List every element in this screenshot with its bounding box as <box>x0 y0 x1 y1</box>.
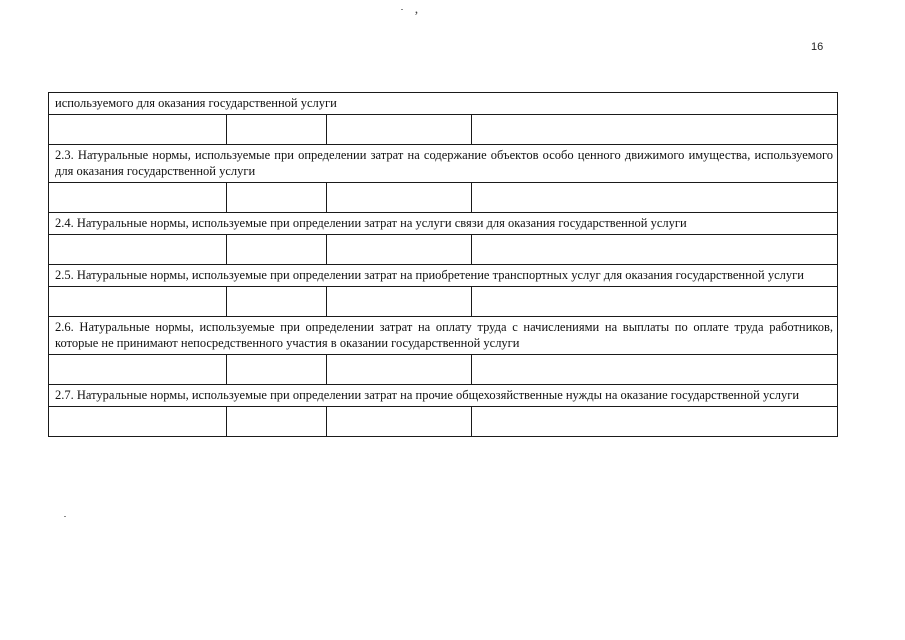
table-cell <box>472 355 838 385</box>
section-heading-row <box>49 213 838 235</box>
table-cell <box>327 355 472 385</box>
section-heading-cell: 2.6. Натуральные нормы, используемые при определении затрат на оплату труда с начислениями на выплаты по оплате труда работников, которые не принимают непосредственного участия в оказании государственной услуги <box>49 317 838 355</box>
table-cell <box>227 183 327 213</box>
table-cell <box>472 407 838 437</box>
table-row <box>49 407 838 437</box>
scan-dot <box>64 516 66 517</box>
section-heading-row <box>49 317 838 355</box>
section-heading-cell: 2.3. Натуральные нормы, используемые при определении затрат на содержание объектов особо ценного движимого имущества, используемого для оказания государственной услуги <box>49 145 838 183</box>
table-cell <box>227 355 327 385</box>
table-cell <box>327 115 472 145</box>
section-heading-cell: 2.5. Натуральные нормы, используемые при определении затрат на приобретение транспортных услуг для оказания государственной услуги <box>49 265 838 287</box>
table-cell <box>49 287 227 317</box>
section-heading-cell: используемого для оказания государственной услуги <box>49 93 838 115</box>
table-cell <box>227 407 327 437</box>
section-heading-row <box>49 145 838 183</box>
table-cell <box>472 115 838 145</box>
table-cell <box>227 287 327 317</box>
table-cell <box>49 407 227 437</box>
table-row <box>49 355 838 385</box>
natural-norms-table <box>48 92 838 437</box>
table-cell <box>327 287 472 317</box>
table-cell <box>49 115 227 145</box>
section-heading-row <box>49 93 838 115</box>
scan-mark: ‚ <box>414 2 419 17</box>
table-row <box>49 235 838 265</box>
table-cell <box>327 183 472 213</box>
table-row <box>49 115 838 145</box>
page-number: 16 <box>811 41 824 53</box>
section-heading-cell: 2.7. Натуральные нормы, используемые при определении затрат на прочие общехозяйственные нужды на оказание государственной услуги <box>49 385 838 407</box>
section-heading-row <box>49 385 838 407</box>
table-cell <box>227 115 327 145</box>
table-cell <box>327 235 472 265</box>
table-cell <box>49 355 227 385</box>
table-cell <box>49 183 227 213</box>
section-heading-row <box>49 265 838 287</box>
section-heading-cell: 2.4. Натуральные нормы, используемые при определении затрат на услуги связи для оказания государственной услуги <box>49 213 838 235</box>
table-cell <box>227 235 327 265</box>
table-cell <box>49 235 227 265</box>
table-cell <box>472 235 838 265</box>
table-cell <box>327 407 472 437</box>
table-row <box>49 183 838 213</box>
scan-dot <box>401 9 403 10</box>
table-row <box>49 287 838 317</box>
table-cell <box>472 287 838 317</box>
table-cell <box>472 183 838 213</box>
